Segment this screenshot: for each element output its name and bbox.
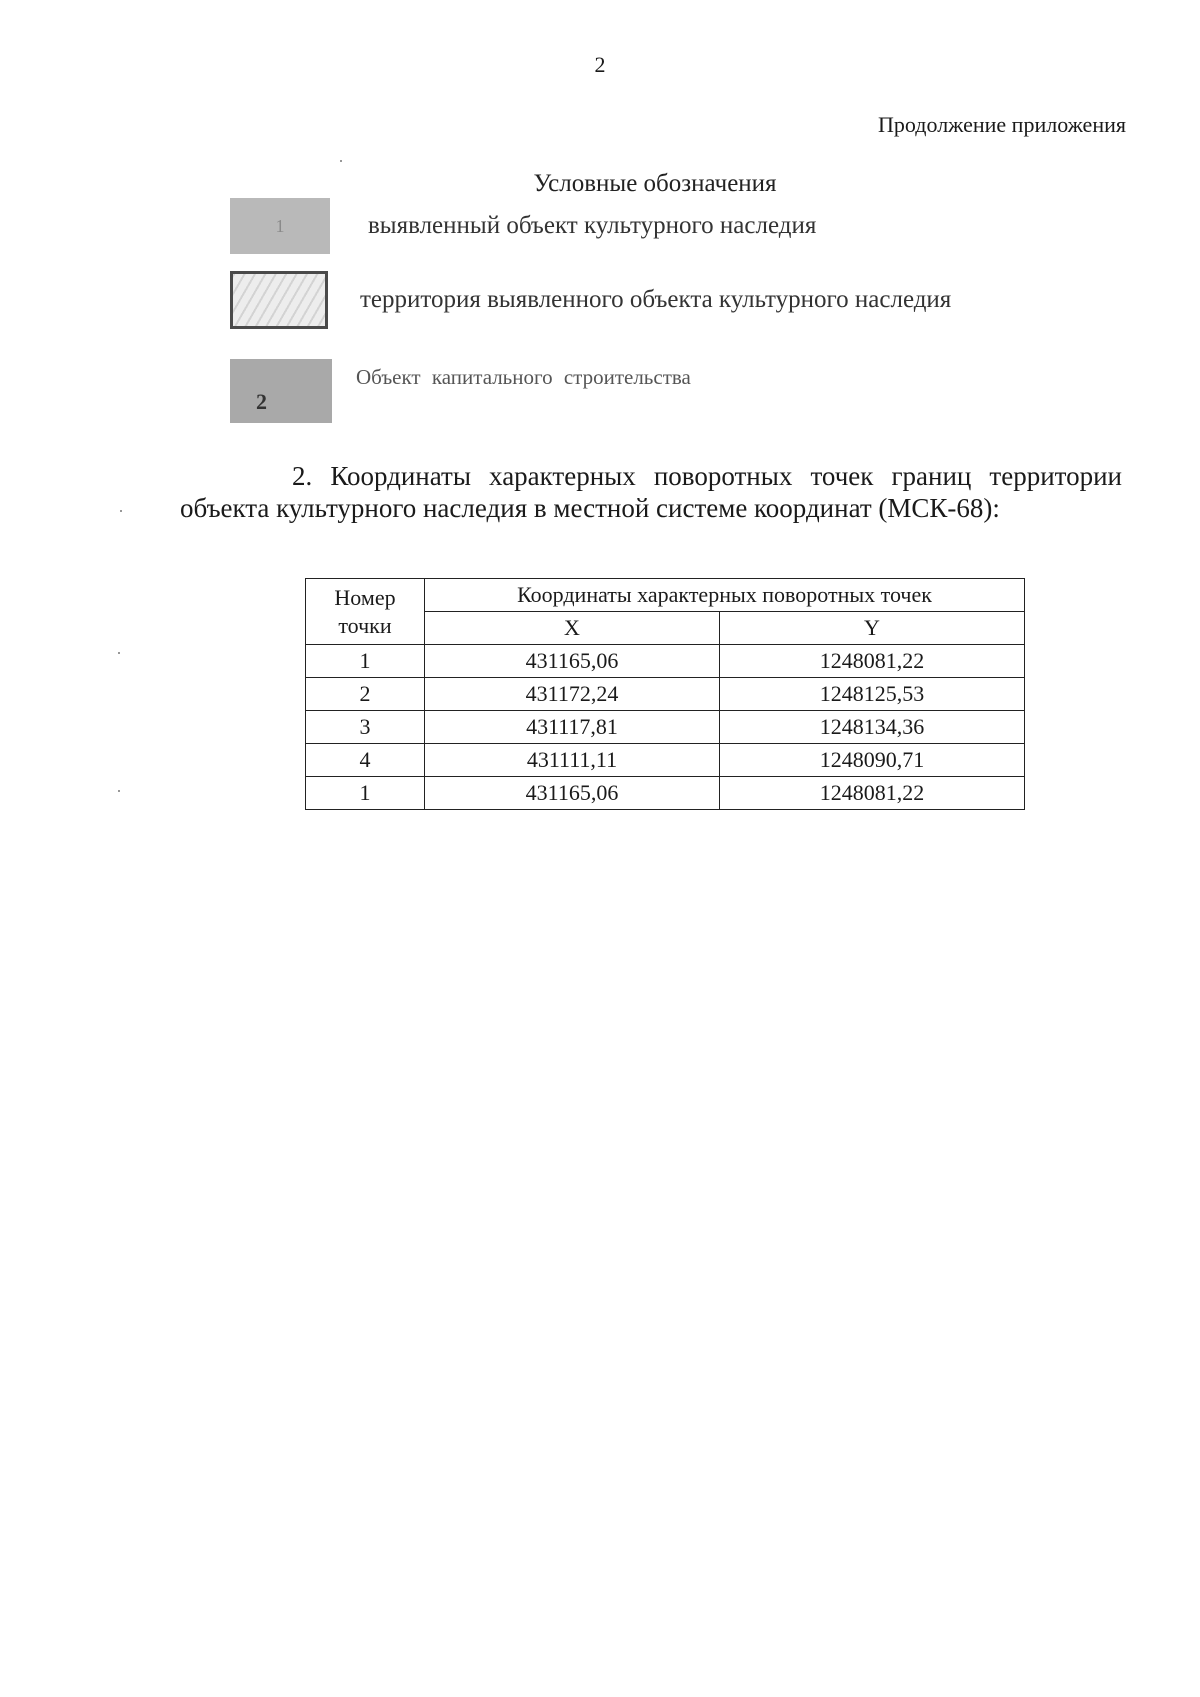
cell-x: 431165,06: [425, 645, 720, 678]
table-row: [306, 777, 1025, 810]
legend-title: Условные обозначения: [533, 170, 777, 197]
paragraph-number: 2.: [292, 461, 313, 491]
legend-swatch-object-territory: [230, 271, 328, 329]
table-row: [306, 744, 1025, 777]
cell-x: 431172,24: [425, 678, 720, 711]
table-row: [306, 711, 1025, 744]
header-coordinates: Координаты характерных поворотных точек: [425, 579, 1025, 612]
cell-y: 1248081,22: [720, 645, 1025, 678]
page-number: 2: [594, 52, 606, 77]
cell-x: 431117,81: [425, 711, 720, 744]
legend-swatch-identified-object: [230, 198, 330, 254]
cell-y: 1248134,36: [720, 711, 1025, 744]
cell-y: 1248125,53: [720, 678, 1025, 711]
legend-label-capital-construction: Объект капитального строительства: [356, 364, 691, 389]
continuation-note: Продолжение приложения: [878, 112, 1126, 137]
cell-y: 1248090,71: [720, 744, 1025, 777]
header-y: Y: [720, 612, 1025, 645]
cell-point-number: 1: [306, 777, 425, 810]
scan-speck: [118, 790, 120, 792]
cell-point-number: 1: [306, 645, 425, 678]
header-x: X: [425, 612, 720, 645]
legend-label-identified-object: выявленный объект культурного наследия: [368, 212, 817, 239]
legend-label-object-territory: территория выявленного объекта культурного наследия: [360, 286, 952, 313]
table-header-row: [306, 579, 1025, 612]
cell-x: 431111,11: [425, 744, 720, 777]
paragraph-text: Координаты характерных поворотных точек границ территории объекта культурного наследия в местной системе координат (МСК-68):: [180, 461, 1122, 523]
cell-point-number: 4: [306, 744, 425, 777]
legend-item-identified-object: [230, 198, 816, 254]
cell-x: 431165,06: [425, 777, 720, 810]
legend-swatch-number: 1: [275, 215, 285, 236]
legend-item-object-territory: [230, 271, 951, 329]
coordinates-paragraph: [180, 460, 1122, 524]
scan-speck: [118, 652, 120, 654]
legend-swatch-number: 2: [256, 389, 267, 414]
header-point-number: Номер точки: [306, 579, 425, 645]
legend-item-capital-construction: [230, 359, 691, 423]
table-row: [306, 645, 1025, 678]
scan-speck: [340, 160, 342, 162]
cell-point-number: 2: [306, 678, 425, 711]
cell-point-number: 3: [306, 711, 425, 744]
cell-y: 1248081,22: [720, 777, 1025, 810]
legend-swatch-capital-construction: [230, 359, 332, 423]
table-row: [306, 678, 1025, 711]
coordinates-table: [305, 578, 1025, 810]
scan-speck: [120, 510, 122, 512]
